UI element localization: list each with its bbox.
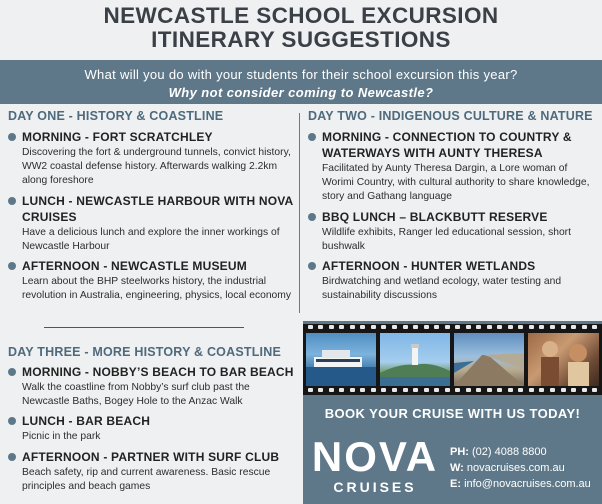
day-three-item-lunch	[8, 413, 300, 444]
students-activity-photo	[528, 333, 599, 386]
bullet-icon	[8, 453, 16, 461]
day-one-item-afternoon	[8, 258, 300, 303]
day-one-title: DAY ONE - HISTORY & COASTLINE	[8, 109, 224, 123]
day-two-item-morning	[308, 129, 598, 205]
email-link[interactable]: info@novacruises.com.au	[464, 478, 591, 490]
item-title: AFTERNOON - NEWCASTLE MUSEUM	[22, 259, 247, 274]
bullet-icon	[308, 262, 316, 270]
item-description: Walk the coastline from Nobby’s surf club past the Newcastle Baths, Bogey Hole to the Anzac Walk	[22, 382, 250, 408]
item-description: Learn about the BHP steelworks history, the industrial revolution in Australia, engineering, physics, local economy	[22, 276, 292, 302]
logo-main-text: NOVA	[311, 433, 439, 480]
item-description: Beach safety, rip and current awareness. Basic rescue principles and beach games	[22, 466, 271, 492]
photo-filmstrip	[303, 324, 602, 395]
phone-label: PH:	[450, 446, 469, 458]
bullet-icon	[8, 368, 16, 376]
phone-number[interactable]: (02) 4088 8800	[472, 446, 547, 458]
bullet-icon	[8, 262, 16, 270]
day-one-item-morning	[8, 129, 300, 189]
page-title	[0, 4, 602, 52]
item-description: Facilitated by Aunty Theresa Dargin, a Lore woman of Worimi Country, with cultural authority to share knowledge, story and Gathang language	[322, 163, 590, 203]
contact-details	[450, 444, 591, 492]
web-label: W:	[450, 462, 464, 474]
promo-panel	[303, 321, 602, 504]
banner-question: What will you do with your students for their school excursion this year?	[84, 67, 518, 82]
item-title: LUNCH - NEWCASTLE HARBOUR WITH NOVA CRUISES	[22, 193, 293, 224]
day-three-item-afternoon	[8, 449, 300, 494]
section-divider	[44, 327, 244, 328]
item-description: Discovering the fort & underground tunnels, convict history, WW2 coastal defense history. Afterwards walking 2.2km along foreshore	[22, 147, 291, 187]
lighthouse-photo	[380, 333, 450, 386]
email-row	[450, 476, 591, 492]
item-title: LUNCH - BAR BEACH	[22, 414, 151, 429]
coastal-walk-photo	[454, 333, 524, 386]
website-link[interactable]: novacruises.com.au	[466, 462, 565, 474]
item-description: Have a delicious lunch and explore the inner workings of Newcastle Harbour	[22, 226, 280, 252]
item-title: MORNING - CONNECTION TO COUNTRY & WATERWAYS WITH AUNTY THERESA	[322, 130, 572, 160]
day-one-item-lunch	[8, 193, 300, 254]
day-two-item-lunch	[308, 209, 598, 254]
item-title: MORNING - FORT SCRATCHLEY	[22, 130, 213, 144]
item-description: Wildlife exhibits, Ranger led educational session, short bushwalk	[322, 226, 571, 252]
day-three-section	[8, 345, 300, 494]
bullet-icon	[8, 197, 16, 205]
day-three-title: DAY THREE - MORE HISTORY & COASTLINE	[8, 345, 281, 359]
phone-row	[450, 444, 591, 460]
bullet-icon	[8, 417, 16, 425]
item-title: BBQ LUNCH – BLACKBUTT RESERVE	[322, 209, 548, 224]
book-cruise-cta: BOOK YOUR CRUISE WITH US TODAY!	[324, 406, 581, 421]
bullet-icon	[308, 133, 316, 141]
logo-sub-text: CRUISES	[333, 479, 417, 495]
item-title: AFTERNOON - PARTNER WITH SURF CLUB	[22, 449, 280, 464]
item-title: MORNING - NOBBY’S BEACH TO BAR BEACH	[22, 365, 294, 379]
film-holes-bottom	[303, 388, 602, 394]
film-holes-top	[303, 325, 602, 331]
intro-banner	[0, 60, 602, 104]
bullet-icon	[8, 133, 16, 141]
cruise-boat-photo	[306, 333, 376, 386]
day-one-section	[8, 109, 300, 303]
bullet-icon	[308, 213, 316, 221]
title-line-1: NEWCASTLE SCHOOL EXCURSION	[103, 3, 499, 28]
day-two-item-afternoon	[308, 258, 598, 303]
item-description: Birdwatching and wetland ecology, water testing and sustainability discussions	[322, 276, 562, 302]
title-line-2: ITINERARY SUGGESTIONS	[151, 27, 451, 52]
item-description: Picnic in the park	[22, 431, 101, 443]
email-label: E:	[450, 478, 461, 490]
column-divider	[299, 113, 300, 313]
day-three-item-morning	[8, 364, 300, 409]
web-row	[450, 460, 591, 476]
nova-cruises-logo	[308, 431, 443, 497]
day-two-title: DAY TWO - INDIGENOUS CULTURE & NATURE	[308, 109, 593, 123]
day-two-section	[308, 109, 598, 303]
banner-tagline: Why not consider coming to Newcastle?	[168, 85, 434, 100]
item-title: AFTERNOON - HUNTER WETLANDS	[322, 259, 536, 274]
